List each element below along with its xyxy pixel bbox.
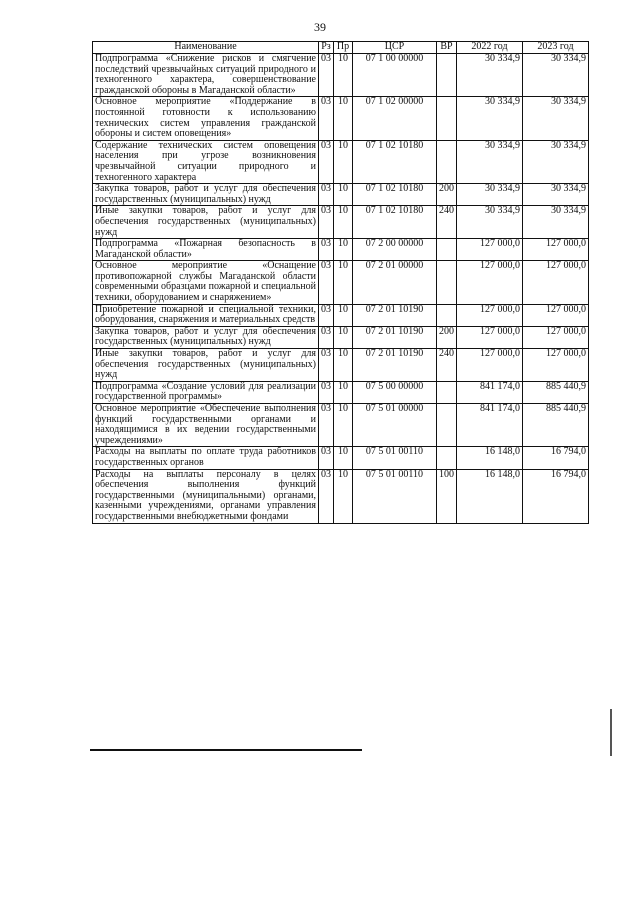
row-name: Закупка товаров, работ и услуг для обеспечения государственных (муниципальных) нужд [93, 184, 319, 206]
table-row [93, 304, 589, 326]
table-row [93, 326, 589, 348]
row-2023: 885 440,9 [523, 381, 589, 403]
row-csr: 07 1 00 00000 [353, 54, 437, 97]
header-vr: ВР [437, 42, 457, 54]
header-csr: ЦСР [353, 42, 437, 54]
row-2022: 30 334,9 [457, 54, 523, 97]
row-vr [437, 381, 457, 403]
row-csr: 07 2 01 10190 [353, 304, 437, 326]
table-row [93, 239, 589, 261]
row-pr: 10 [334, 140, 353, 183]
row-csr: 07 2 01 00000 [353, 261, 437, 304]
row-name: Основное мероприятие «Обеспечение выполнения функций государственными органами и находящимися в их ведении государственными учреждениями» [93, 404, 319, 447]
row-pr: 10 [334, 381, 353, 403]
header-2022: 2022 год [457, 42, 523, 54]
table-row [93, 140, 589, 183]
row-2022: 16 148,0 [457, 469, 523, 523]
row-2022: 127 000,0 [457, 239, 523, 261]
table-row [93, 97, 589, 140]
row-pr: 10 [334, 404, 353, 447]
row-name: Расходы на выплаты персоналу в целях обеспечения выполнения функций государственными (муниципальными) органами, казенными учреждениями, органами управления государственными внебюджетными фондами [93, 469, 319, 523]
row-pr: 10 [334, 326, 353, 348]
row-csr: 07 5 01 00000 [353, 404, 437, 447]
row-2023: 127 000,0 [523, 349, 589, 382]
header-rz: Рз [319, 42, 334, 54]
row-2022: 127 000,0 [457, 326, 523, 348]
scan-edge-mark [610, 709, 612, 756]
row-pr: 10 [334, 206, 353, 239]
row-2023: 885 440,9 [523, 404, 589, 447]
row-rz: 03 [319, 140, 334, 183]
header-2023: 2023 год [523, 42, 589, 54]
row-2023: 30 334,9 [523, 54, 589, 97]
row-name: Иные закупки товаров, работ и услуг для обеспечения государственных (муниципальных) нужд [93, 206, 319, 239]
row-csr: 07 5 01 00110 [353, 469, 437, 523]
row-2022: 30 334,9 [457, 97, 523, 140]
row-vr [437, 261, 457, 304]
row-vr [437, 304, 457, 326]
row-csr: 07 5 00 00000 [353, 381, 437, 403]
table-header-row [93, 42, 589, 54]
header-name: Наименование [93, 42, 319, 54]
row-rz: 03 [319, 304, 334, 326]
row-pr: 10 [334, 469, 353, 523]
row-rz: 03 [319, 261, 334, 304]
row-rz: 03 [319, 54, 334, 97]
table-row [93, 206, 589, 239]
row-vr [437, 404, 457, 447]
row-vr [437, 97, 457, 140]
table-row [93, 184, 589, 206]
row-vr [437, 447, 457, 469]
row-rz: 03 [319, 239, 334, 261]
row-vr: 200 [437, 326, 457, 348]
row-name: Основное мероприятие «Оснащение противопожарной службы Магаданской области современными образцами пожарной и специальной техники, оборудованием и снаряжением» [93, 261, 319, 304]
row-pr: 10 [334, 304, 353, 326]
row-vr [437, 54, 457, 97]
row-2023: 127 000,0 [523, 304, 589, 326]
row-name: Иные закупки товаров, работ и услуг для обеспечения государственных (муниципальных) нужд [93, 349, 319, 382]
row-csr: 07 5 01 00110 [353, 447, 437, 469]
row-rz: 03 [319, 184, 334, 206]
row-vr: 200 [437, 184, 457, 206]
row-rz: 03 [319, 206, 334, 239]
row-rz: 03 [319, 381, 334, 403]
row-2023: 30 334,9 [523, 97, 589, 140]
row-csr: 07 1 02 10180 [353, 206, 437, 239]
row-csr: 07 1 02 10180 [353, 184, 437, 206]
table-row [93, 261, 589, 304]
separator-line [90, 749, 362, 751]
row-2022: 127 000,0 [457, 261, 523, 304]
row-2022: 30 334,9 [457, 206, 523, 239]
row-name: Основное мероприятие «Поддержание в постоянной готовности к использованию технических систем управления гражданской обороны и систем оповещения» [93, 97, 319, 140]
row-pr: 10 [334, 261, 353, 304]
row-csr: 07 2 00 00000 [353, 239, 437, 261]
row-2023: 127 000,0 [523, 326, 589, 348]
row-2023: 30 334,9 [523, 140, 589, 183]
row-name: Подпрограмма «Создание условий для реализации государственной программы» [93, 381, 319, 403]
row-2023: 127 000,0 [523, 261, 589, 304]
row-csr: 07 1 02 10180 [353, 140, 437, 183]
row-pr: 10 [334, 349, 353, 382]
row-vr: 240 [437, 349, 457, 382]
row-2022: 16 148,0 [457, 447, 523, 469]
row-rz: 03 [319, 469, 334, 523]
table-row [93, 469, 589, 523]
row-csr: 07 1 02 00000 [353, 97, 437, 140]
row-rz: 03 [319, 404, 334, 447]
row-2022: 30 334,9 [457, 140, 523, 183]
row-name: Подпрограмма «Пожарная безопасность в Магаданской области» [93, 239, 319, 261]
row-csr: 07 2 01 10190 [353, 326, 437, 348]
row-2022: 127 000,0 [457, 304, 523, 326]
row-vr: 100 [437, 469, 457, 523]
row-name: Приобретение пожарной и специальной техники, оборудования, снаряжения и материальных средств [93, 304, 319, 326]
row-pr: 10 [334, 97, 353, 140]
page-number: 39 [314, 20, 326, 34]
table-row [93, 404, 589, 447]
row-vr: 240 [437, 206, 457, 239]
row-name: Подпрограмма «Снижение рисков и смягчение последствий чрезвычайных ситуаций природного и техногенного характера, совершенствование гражданской обороны в Магаданской области» [93, 54, 319, 97]
row-2023: 30 334,9 [523, 206, 589, 239]
row-vr [437, 239, 457, 261]
row-csr: 07 2 01 10190 [353, 349, 437, 382]
row-name: Содержание технических систем оповещения населения при угрозе возникновения чрезвычайной ситуации природного и техногенного характера [93, 140, 319, 183]
table-row [93, 381, 589, 403]
row-2023: 16 794,0 [523, 469, 589, 523]
row-pr: 10 [334, 239, 353, 261]
row-rz: 03 [319, 326, 334, 348]
header-pr: Пр [334, 42, 353, 54]
row-2022: 841 174,0 [457, 381, 523, 403]
row-vr [437, 140, 457, 183]
row-2022: 127 000,0 [457, 349, 523, 382]
table-row [93, 447, 589, 469]
row-2023: 30 334,9 [523, 184, 589, 206]
row-2023: 127 000,0 [523, 239, 589, 261]
row-name: Закупка товаров, работ и услуг для обеспечения государственных (муниципальных) нужд [93, 326, 319, 348]
table-row [93, 349, 589, 382]
row-rz: 03 [319, 447, 334, 469]
row-pr: 10 [334, 447, 353, 469]
row-2022: 841 174,0 [457, 404, 523, 447]
row-2023: 16 794,0 [523, 447, 589, 469]
row-name: Расходы на выплаты по оплате труда работников государственных органов [93, 447, 319, 469]
row-pr: 10 [334, 184, 353, 206]
budget-table [92, 41, 589, 524]
row-rz: 03 [319, 349, 334, 382]
row-rz: 03 [319, 97, 334, 140]
row-2022: 30 334,9 [457, 184, 523, 206]
table-row [93, 54, 589, 97]
row-pr: 10 [334, 54, 353, 97]
